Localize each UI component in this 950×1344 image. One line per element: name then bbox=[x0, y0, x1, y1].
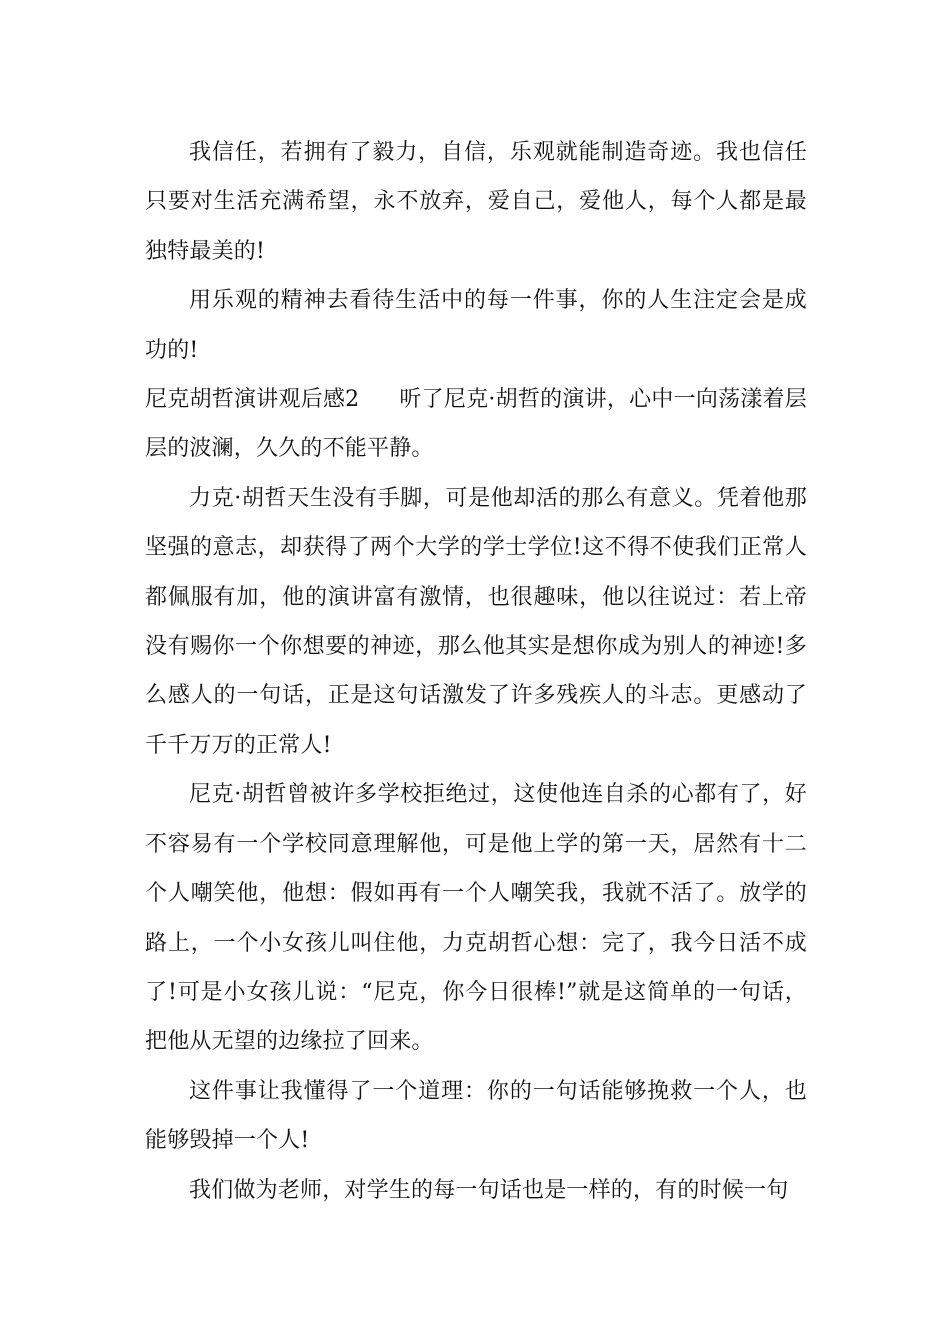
section-title: 尼克胡哲演讲观后感2 bbox=[145, 387, 360, 413]
paragraph-optimism: 用乐观的精神去看待生活中的每一件事，你的人生注定会是成功的! bbox=[145, 288, 807, 363]
section-intro: 听了尼克·胡哲的演讲，心中一向荡漾着层层的波澜，久久的不能平静。 bbox=[145, 387, 808, 462]
section-heading-line bbox=[145, 375, 807, 474]
paragraph-nick-achievements: 力克·胡哲天生没有手脚，可是他却活的那么有意义。凭着他那坚强的意志，却获得了两个大学的学士学位!这不得不使我们正常人都佩服有加，他的演讲富有激情，也很趣味，他以往说过：若上帝没有赐你一个你想要的神迹，那么他其实是想你成为别人的神迹!多么感人的一句话，正是这句话激发了许多残疾人的斗志。更感动了千千万万的正常人! bbox=[145, 485, 807, 758]
paragraph-teacher-reflection: 我们做为老师，对学生的每一句话也是一样的，有的时候一句 bbox=[189, 1177, 789, 1203]
document-body bbox=[145, 128, 807, 1215]
paragraph-lesson: 这件事让我懂得了一个道理：你的一句话能够挽救一个人，也能够毁掉一个人! bbox=[145, 1078, 807, 1154]
paragraph-faith: 我信任，若拥有了毅力，自信，乐观就能制造奇迹。我也信任只要对生活充满希望，永不放弃，爱自己，爱他人，每个人都是最独特最美的! bbox=[145, 140, 807, 264]
paragraph-nick-school-story: 尼克·胡哲曾被许多学校拒绝过，这使他连自杀的心都有了，好不容易有一个学校同意理解他，可是他上学的第一天，居然有十二个人嘲笑他，他想：假如再有一个人嘲笑我，我就不活了。放学的路上，一个小女孩儿叫住他，力克胡哲心想：完了，我今日活不成了!可是小女孩儿说：“尼克，你今日很棒!”就是这简单的一句话，把他从无望的边缘拉了回来。 bbox=[145, 782, 807, 1055]
